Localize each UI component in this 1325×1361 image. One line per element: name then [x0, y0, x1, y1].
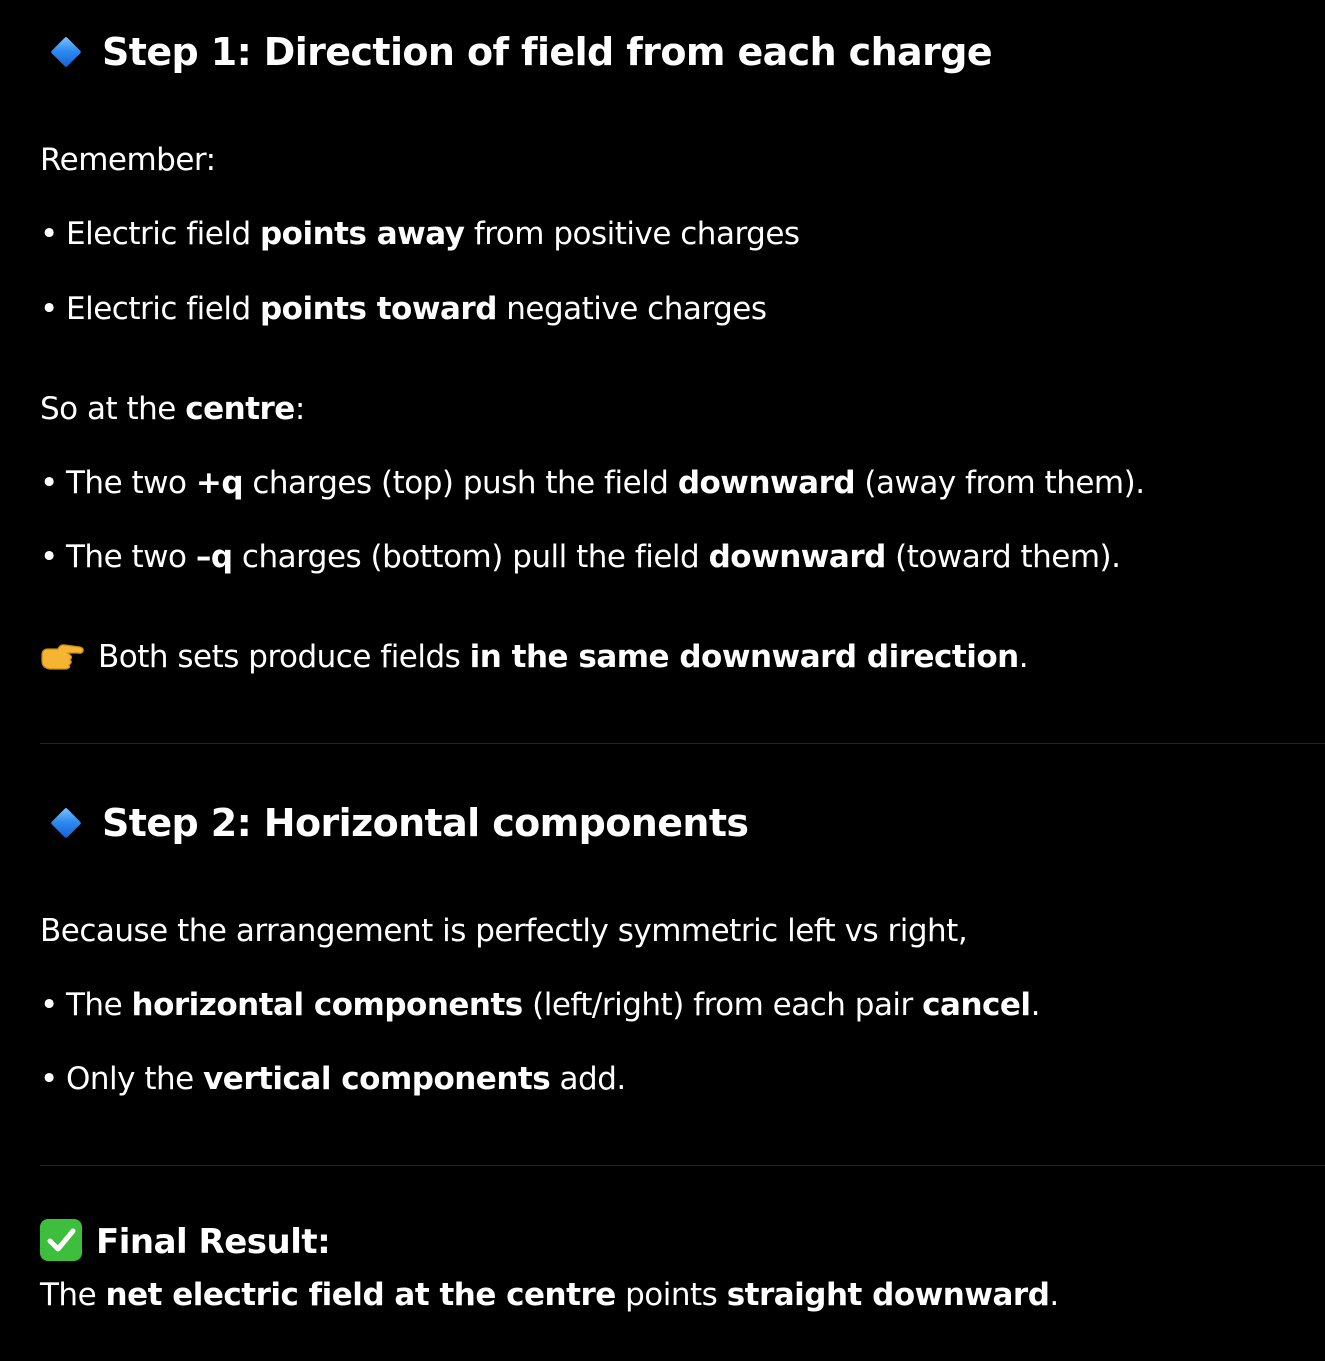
step2-heading-text: Step 2: Horizontal components — [102, 801, 749, 845]
remember-label: Remember: — [40, 142, 216, 178]
section-divider — [40, 743, 1325, 744]
list-item: • The two –q charges (bottom) pull the field downward (toward them). — [40, 539, 1121, 575]
conclusion-line: Both sets produce fields in the same downward direction. — [40, 637, 1028, 677]
step1-heading-text: Step 1: Direction of field from each charge — [102, 30, 993, 74]
final-result-title: Final Result: — [40, 1222, 330, 1265]
list-item: • Only the vertical components add. — [40, 1061, 626, 1097]
list-item: • Electric field points toward negative charges — [40, 291, 767, 327]
list-item: • The horizontal components (left/right) from each pair cancel. — [40, 987, 1040, 1023]
step2-heading — [48, 801, 748, 845]
blue-diamond-icon — [48, 805, 84, 841]
final-result-text: The net electric field at the centre points straight downward. — [40, 1277, 1059, 1313]
step1-heading — [48, 30, 992, 74]
blue-diamond-icon — [48, 34, 84, 70]
list-item: • The two +q charges (top) push the field downward (away from them). — [40, 465, 1145, 501]
so-at-centre-line: So at the centre: — [40, 391, 305, 427]
check-mark-icon — [40, 1219, 82, 1261]
pointing-hand-icon — [40, 641, 84, 671]
list-item: • Electric field points away from positive charges — [40, 216, 800, 252]
symmetry-intro: Because the arrangement is perfectly symmetric left vs right, — [40, 913, 968, 949]
section-divider — [40, 1165, 1325, 1166]
